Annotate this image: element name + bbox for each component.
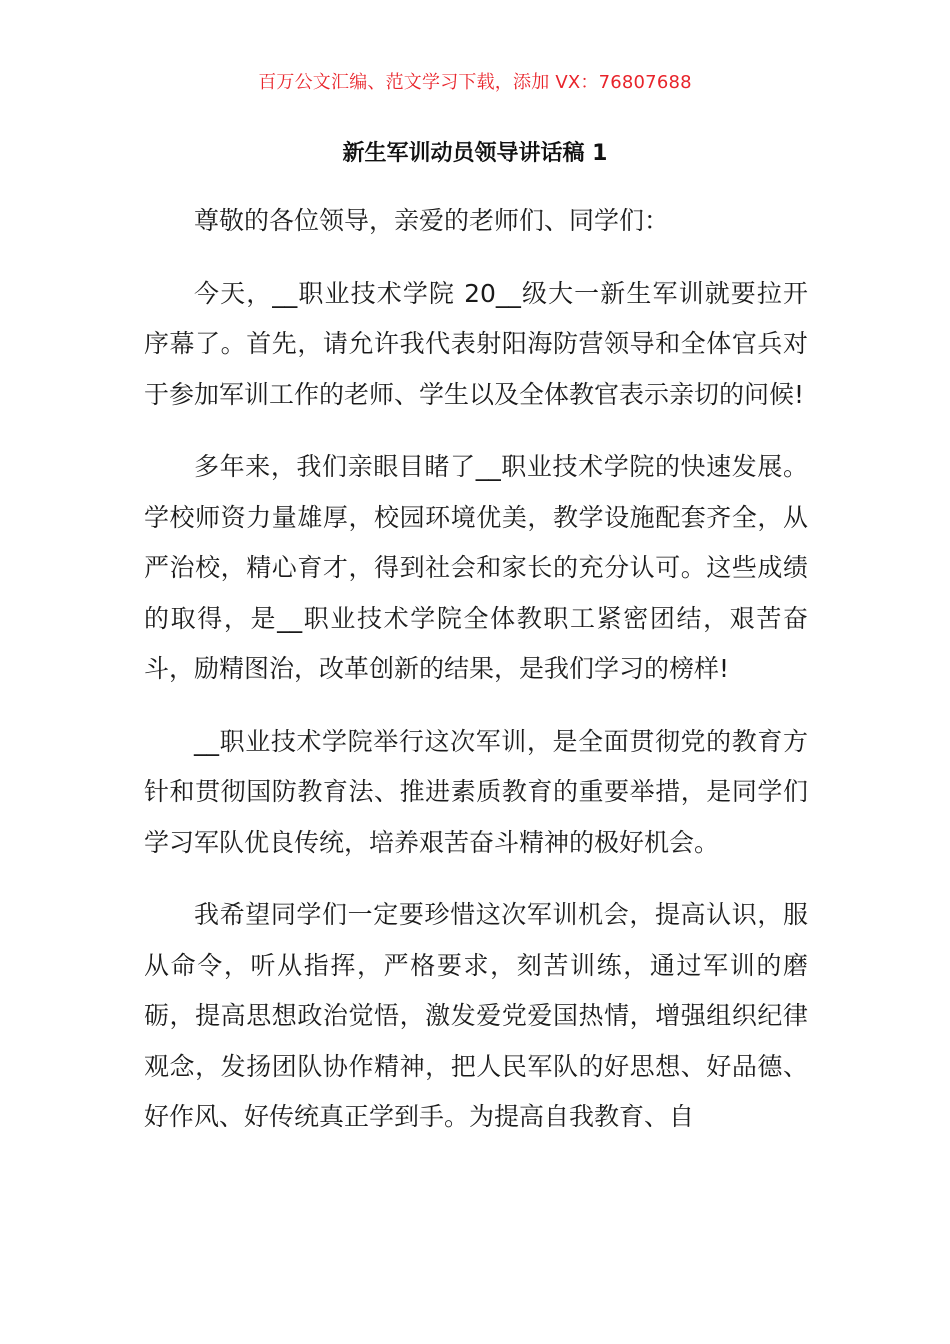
- header-note: 百万公文汇编、范文学习下载，添加 VX：76807688: [258, 72, 692, 93]
- paragraph-development: 多年来，我们亲眼目睹了__职业技术学院的快速发展。学校师资力量雄厚，校园环境优美，教学设施配套齐全，从严治校，精心育才，得到社会和家长的充分认可。这些成绩的取得，是__职业技术学院全体教职工紧密团结，艰苦奋斗，励精图治，改革创新的结果，是我们学习的榜样!: [144, 452, 808, 683]
- paragraph-hope: 我希望同学们一定要珍惜这次军训机会，提高认识，服从命令，听从指挥，严格要求，刻苦训练，通过军训的磨砺，提高思想政治觉悟，激发爱党爱国热情，增强组织纪律观念，发扬团队协作精神，把人民军队的好思想、好品德、好作风、好传统真正学到手。为提高自我教育、自: [144, 900, 808, 1131]
- paragraph-purpose: __职业技术学院举行这次军训，是全面贯彻党的教育方针和贯彻国防教育法、推进素质教育的重要举措，是同学们学习军队优良传统，培养艰苦奋斗精神的极好机会。: [144, 726, 808, 857]
- document-body: [144, 196, 808, 1165]
- paragraph-greeting: 尊敬的各位领导，亲爱的老师们、同学们：: [194, 206, 670, 235]
- document-title: 新生军训动员领导讲话稿 1: [342, 141, 608, 166]
- paragraph-opening: 今天，__职业技术学院 20__级大一新生军训就要拉开序幕了。首先，请允许我代表射阳海防营领导和全体官兵对于参加军训工作的老师、学生以及全体教官表示亲切的问候!: [144, 278, 808, 409]
